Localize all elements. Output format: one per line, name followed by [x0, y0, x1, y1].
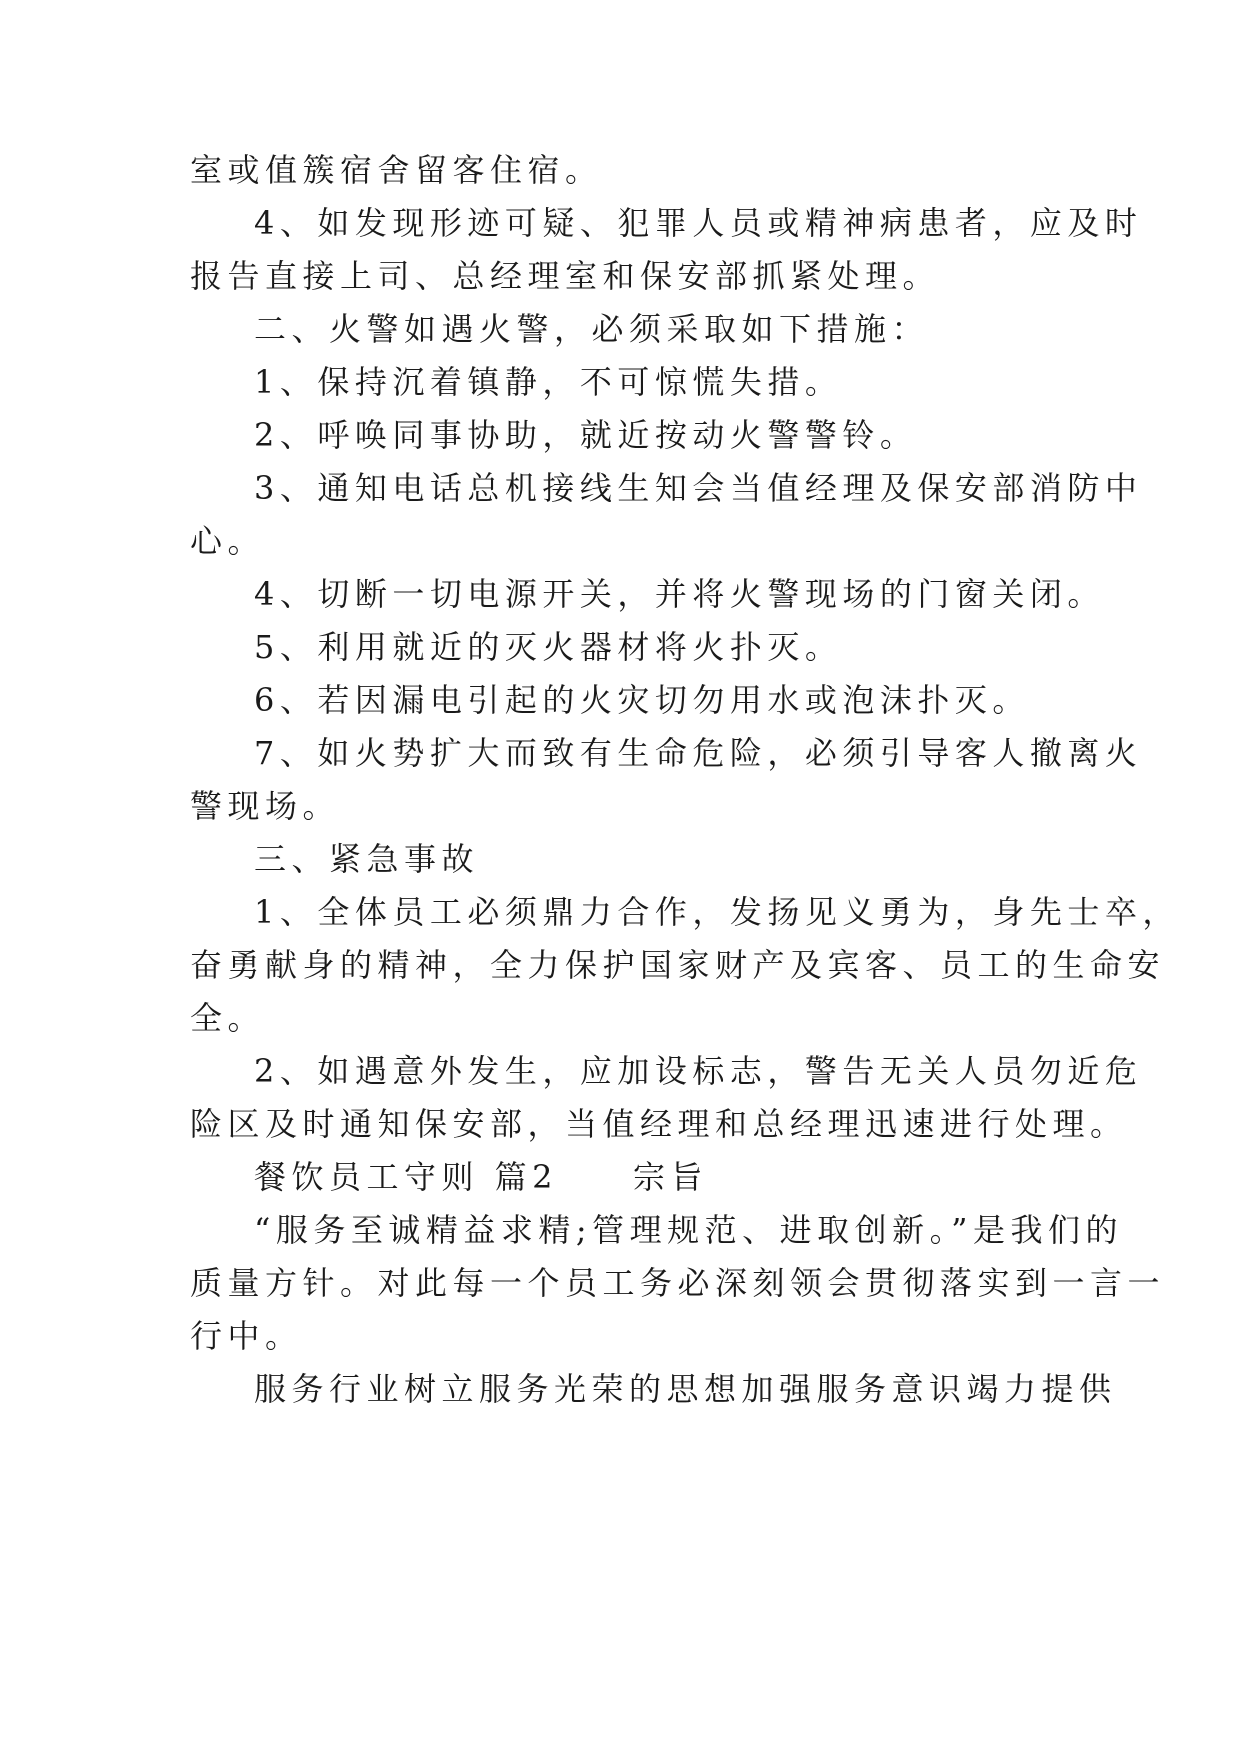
- paragraph-line: 全。: [190, 999, 266, 1037]
- paragraph-line: 报告直接上司、总经理室和保安部抓紧处理。: [190, 257, 941, 295]
- paragraph-line: 行中。: [190, 1317, 303, 1355]
- paragraph-line: 2、如遇意外发生，应加设标志，警告无关人员勿近危: [254, 1052, 1143, 1090]
- paragraph-line: 6、若因漏电引起的火灾切勿用水或泡沫扑灭。: [254, 681, 1030, 719]
- paragraph-line: 3、通知电话总机接线生知会当值经理及保安部消防中: [254, 469, 1143, 507]
- paragraph-line: 奋勇献身的精神，全力保护国家财产及宾客、员工的生命安: [190, 946, 1166, 984]
- paragraph-line: 5、利用就近的灭火器材将火扑灭。: [254, 628, 843, 666]
- paragraph-line: 服务行业树立服务光荣的思想加强服务意识竭力提供: [254, 1370, 1117, 1408]
- section-heading: 餐饮员工守则 篇2 宗旨: [254, 1158, 709, 1196]
- paragraph-line: 险区及时通知保安部，当值经理和总经理迅速进行处理。: [190, 1105, 1128, 1143]
- paragraph-line: 7、如火势扩大而致有生命危险，必须引导客人撤离火: [254, 734, 1143, 772]
- section-heading: 二、火警如遇火警，必须采取如下措施：: [254, 310, 930, 348]
- paragraph-line: 质量方针。对此每一个员工务必深刻领会贯彻落实到一言一: [190, 1264, 1166, 1302]
- paragraph-line: “服务至诚精益求精;管理规范、进取创新。”是我们的: [254, 1211, 1124, 1249]
- paragraph-line: 心。: [190, 522, 266, 560]
- paragraph-line: 警现场。: [190, 787, 341, 825]
- paragraph-line: 室或值簇宿舍留客住宿。: [190, 151, 603, 189]
- paragraph-line: 1、保持沉着镇静，不可惊慌失措。: [254, 363, 843, 401]
- paragraph-line: 4、如发现形迹可疑、犯罪人员或精神病患者，应及时: [254, 204, 1143, 242]
- section-heading: 三、紧急事故: [254, 840, 480, 878]
- paragraph-line: 1、全体员工必须鼎力合作，发扬见义勇为，身先士卒，: [254, 893, 1180, 931]
- paragraph-line: 2、呼唤同事协助，就近按动火警警铃。: [254, 416, 918, 454]
- paragraph-line: 4、切断一切电源开关，并将火警现场的门窗关闭。: [254, 575, 1105, 613]
